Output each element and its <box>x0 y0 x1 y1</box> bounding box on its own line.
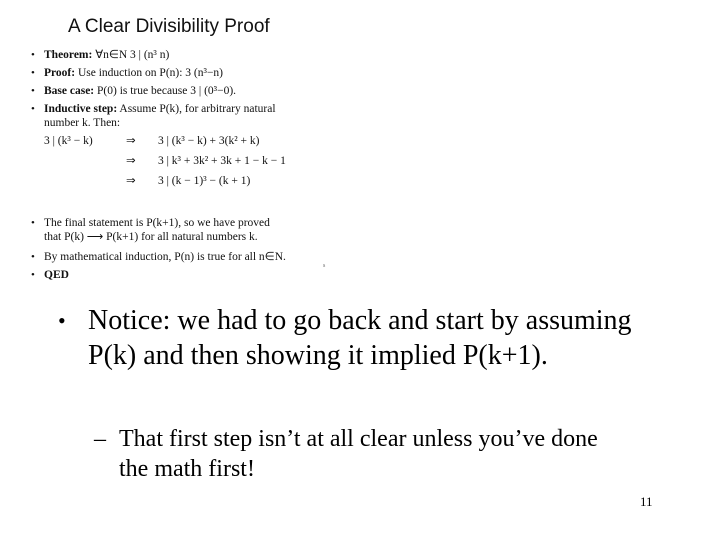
main-bullet-text: Notice: we had to go back and start by assuming P(k) and then showing it implied P(k+1). <box>88 305 632 371</box>
item-text: number k. Then: <box>44 117 121 129</box>
bullet-dot: • <box>58 308 66 333</box>
implies-arrow: ⇒ <box>126 155 136 167</box>
bullet-dot: • <box>31 269 35 281</box>
item-text: By mathematical induction, P(n) is true for all n∈N. <box>44 251 286 263</box>
item-text: Assume P(k), for arbitrary natural <box>119 103 276 115</box>
math-rhs: 3 | k³ + 3k² + 3k + 1 − k − 1 <box>158 155 286 167</box>
implies-arrow: ⇒ <box>126 135 136 147</box>
item-text: QED <box>44 269 69 281</box>
embedded-proof-image <box>28 10 348 281</box>
item-text: The final statement is P(k+1), so we have proved <box>44 217 270 229</box>
math-rhs: 3 | (k³ − k) + 3(k² + k) <box>158 135 260 147</box>
item-label: Proof: <box>44 67 76 79</box>
bullet-dot: • <box>31 85 35 97</box>
embedded-title: A Clear Divisibility Proof <box>68 16 270 37</box>
bullet-dot: • <box>31 49 35 61</box>
bullet-dot: • <box>31 67 35 79</box>
implies-arrow: ⇒ <box>126 175 136 187</box>
bullet-dot: • <box>31 251 35 263</box>
page-number: 11 <box>640 494 653 509</box>
item-label: Base case: <box>44 85 95 97</box>
item-text: ∀n∈N 3 | (n³ n) <box>95 49 170 61</box>
sub-bullet-text: That first step isn’t at all clear unless you’ve done the math first! <box>119 426 598 482</box>
item-text: Use induction on P(n): 3 (n³−n) <box>77 67 224 79</box>
bullet-dot: • <box>31 217 35 229</box>
item-label: Theorem: <box>44 49 93 61</box>
item-text: P(0) is true because 3 | (0³−0). <box>97 85 237 97</box>
item-text: that P(k) ⟶ P(k+1) for all natural numbers k. <box>44 231 258 243</box>
math-rhs: 3 | (k − 1)³ − (k + 1) <box>158 175 251 187</box>
dash-bullet: – <box>94 426 106 452</box>
math-lhs: 3 | (k³ − k) <box>44 135 93 147</box>
item-label: Inductive step: <box>44 103 118 115</box>
bullet-dot: • <box>31 103 35 115</box>
tiny-mark: s <box>323 263 326 269</box>
